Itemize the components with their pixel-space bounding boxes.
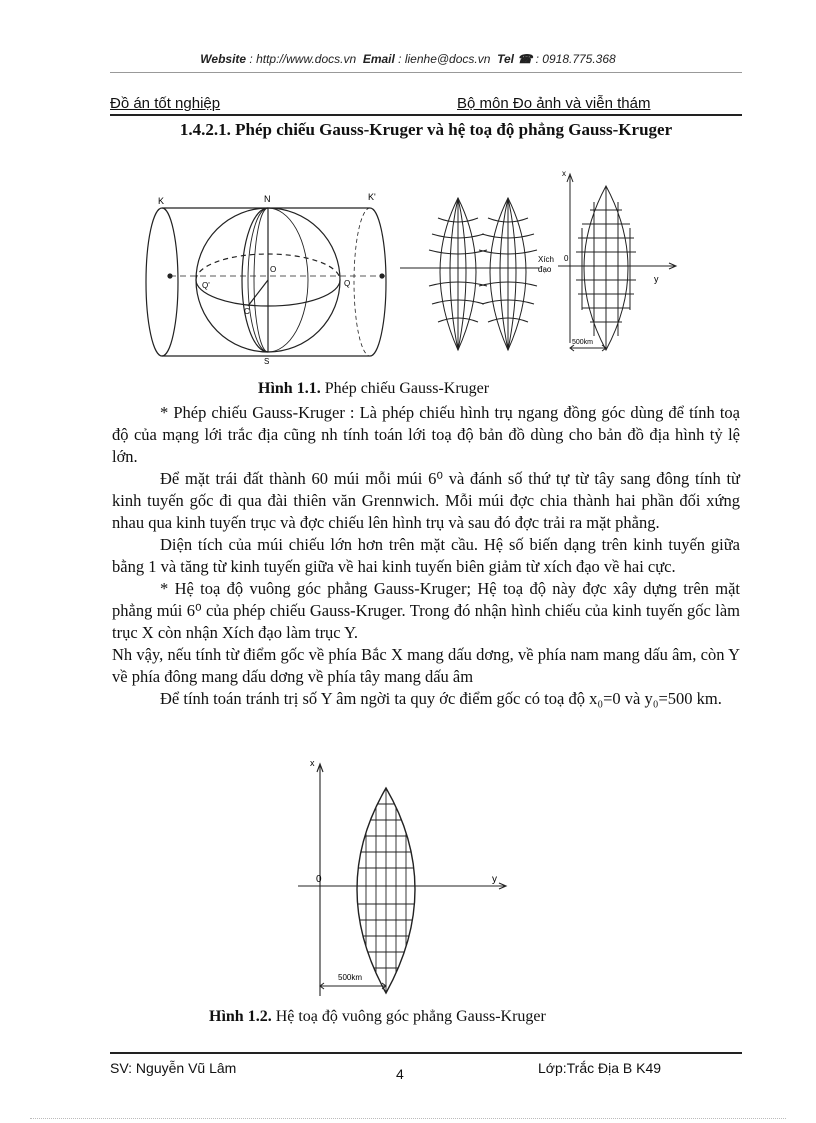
body-text bbox=[112, 402, 740, 710]
label-k-prime: K' bbox=[368, 192, 376, 202]
gore-pair bbox=[400, 198, 539, 350]
label-o: O bbox=[270, 265, 277, 274]
paragraph-6: Để tính toán tránh trị số Y âm ngời ta quy ớc điểm gốc có toạ độ x₀=0 và y₀=500 km. bbox=[160, 689, 722, 708]
figure-1-caption bbox=[258, 380, 489, 398]
label-n: N bbox=[264, 194, 271, 204]
email-label: Email bbox=[362, 52, 395, 66]
label-500km-2: 500km bbox=[338, 973, 363, 982]
dimension-500km bbox=[320, 983, 386, 989]
header-left: Đồ án tốt nghiệp bbox=[110, 95, 221, 112]
figure-2-caption-number: Hình 1.2. bbox=[209, 1008, 272, 1025]
tel-label: Tel bbox=[497, 52, 514, 66]
page-bottom-border bbox=[30, 1118, 786, 1119]
section-title: 1.4.2.1. Phép chiếu Gauss-Kruger và hệ toạ độ phẳng Gauss-Kruger bbox=[179, 120, 673, 139]
footer-class: Lớp:Trắc Địa B K49 bbox=[538, 1060, 662, 1076]
paragraph-2: Để mặt trái đất thành 60 múi mỗi múi 6⁰ và đánh số thứ tự từ tây sang đông tính từ kinh tuyến gốc đi qua đài thiên văn Grennwich. Mỗi múi đợc chia thành hai phần đối xứng nhau qua kinh tuyến trục và đợc chiếu lên hình trụ và sau đó đợc trải ra mặt phẳng. bbox=[112, 469, 740, 532]
label-c: C bbox=[244, 307, 250, 316]
paragraph-5: Nh vậy, nếu tính từ điểm gốc về phía Bắc X mang dấu dơng, về phía nam mang dấu âm, còn Y về phía đông mang dấu dơng về phía tây mang dấu âm bbox=[112, 645, 740, 686]
paragraph-3: Diện tích của múi chiếu lớn hơn trên mặt cầu. Hệ số biến dạng trên kinh tuyến giữa bằng 1 và tăng từ kinh tuyến giữa về hai kinh tuyến biên giảm từ xích đạo về hai cực. bbox=[112, 535, 740, 576]
phone-icon: ☎ bbox=[517, 52, 533, 66]
label-zero1: 0 bbox=[564, 254, 569, 263]
email-address[interactable]: : lienhe@docs.vn bbox=[398, 52, 491, 66]
figure-1-caption-number: Hình 1.1. bbox=[258, 380, 321, 397]
tel-number: : 0918.775.368 bbox=[535, 52, 616, 66]
figure-2-caption bbox=[209, 1008, 546, 1026]
paragraph-1: * Phép chiếu Gauss-Kruger : Là phép chiếu hình trụ ngang đồng góc dùng để tính toạ độ của mạng lới trắc địa cũng nh tính toán lới toạ độ bản đồ dùng cho bản đồ địa hình tỷ lệ lớn. bbox=[112, 403, 740, 466]
label-dao: đạo bbox=[538, 265, 552, 274]
footer-student: SV: Nguyễn Vũ Lâm bbox=[110, 1060, 237, 1076]
figure-2-caption-text: Hệ toạ độ vuông góc phẳng Gauss-Kruger bbox=[275, 1008, 546, 1025]
footer-rule bbox=[110, 1052, 742, 1054]
label-zero2: 0 bbox=[316, 874, 322, 885]
label-q-prime: Q' bbox=[202, 281, 210, 290]
label-q: Q bbox=[344, 279, 351, 288]
gore-grid bbox=[290, 758, 520, 1003]
page-number: 4 bbox=[396, 1066, 404, 1082]
label-y2: y bbox=[492, 874, 497, 885]
gore-on-axes bbox=[558, 174, 676, 351]
website-line bbox=[0, 52, 816, 66]
header-rule bbox=[110, 114, 742, 116]
website-label: Website bbox=[200, 52, 247, 66]
paragraph-4: * Hệ toạ độ vuông góc phẳng Gauss-Kruger; Hệ toạ độ này đợc xây dựng trên mặt phẳng múi 6⁰ của phép chiếu Gauss-Kruger. Trong đó nhận hình chiếu của kinh tuyến gốc làm trục X còn nhận Xích đạo làm trục Y. bbox=[112, 579, 740, 642]
website-url[interactable]: : http://www.docs.vn bbox=[249, 52, 357, 66]
label-500km-1: 500km bbox=[572, 339, 594, 346]
label-k: K bbox=[158, 196, 165, 206]
header-right: Bộ môn Đo ảnh và viễn thám bbox=[457, 95, 651, 112]
label-x2: x bbox=[310, 758, 315, 768]
figure-1-diagram bbox=[130, 168, 690, 368]
figure-2-diagram bbox=[290, 758, 520, 1003]
label-y1: y bbox=[654, 274, 659, 284]
sphere bbox=[168, 208, 385, 352]
label-xich: Xích bbox=[538, 255, 555, 264]
coordinate-axes bbox=[298, 764, 506, 996]
label-s: S bbox=[264, 357, 270, 366]
figure-1-caption-text: Phép chiếu Gauss-Kruger bbox=[324, 380, 490, 397]
website-divider bbox=[110, 72, 742, 73]
label-x1: x bbox=[562, 169, 566, 178]
